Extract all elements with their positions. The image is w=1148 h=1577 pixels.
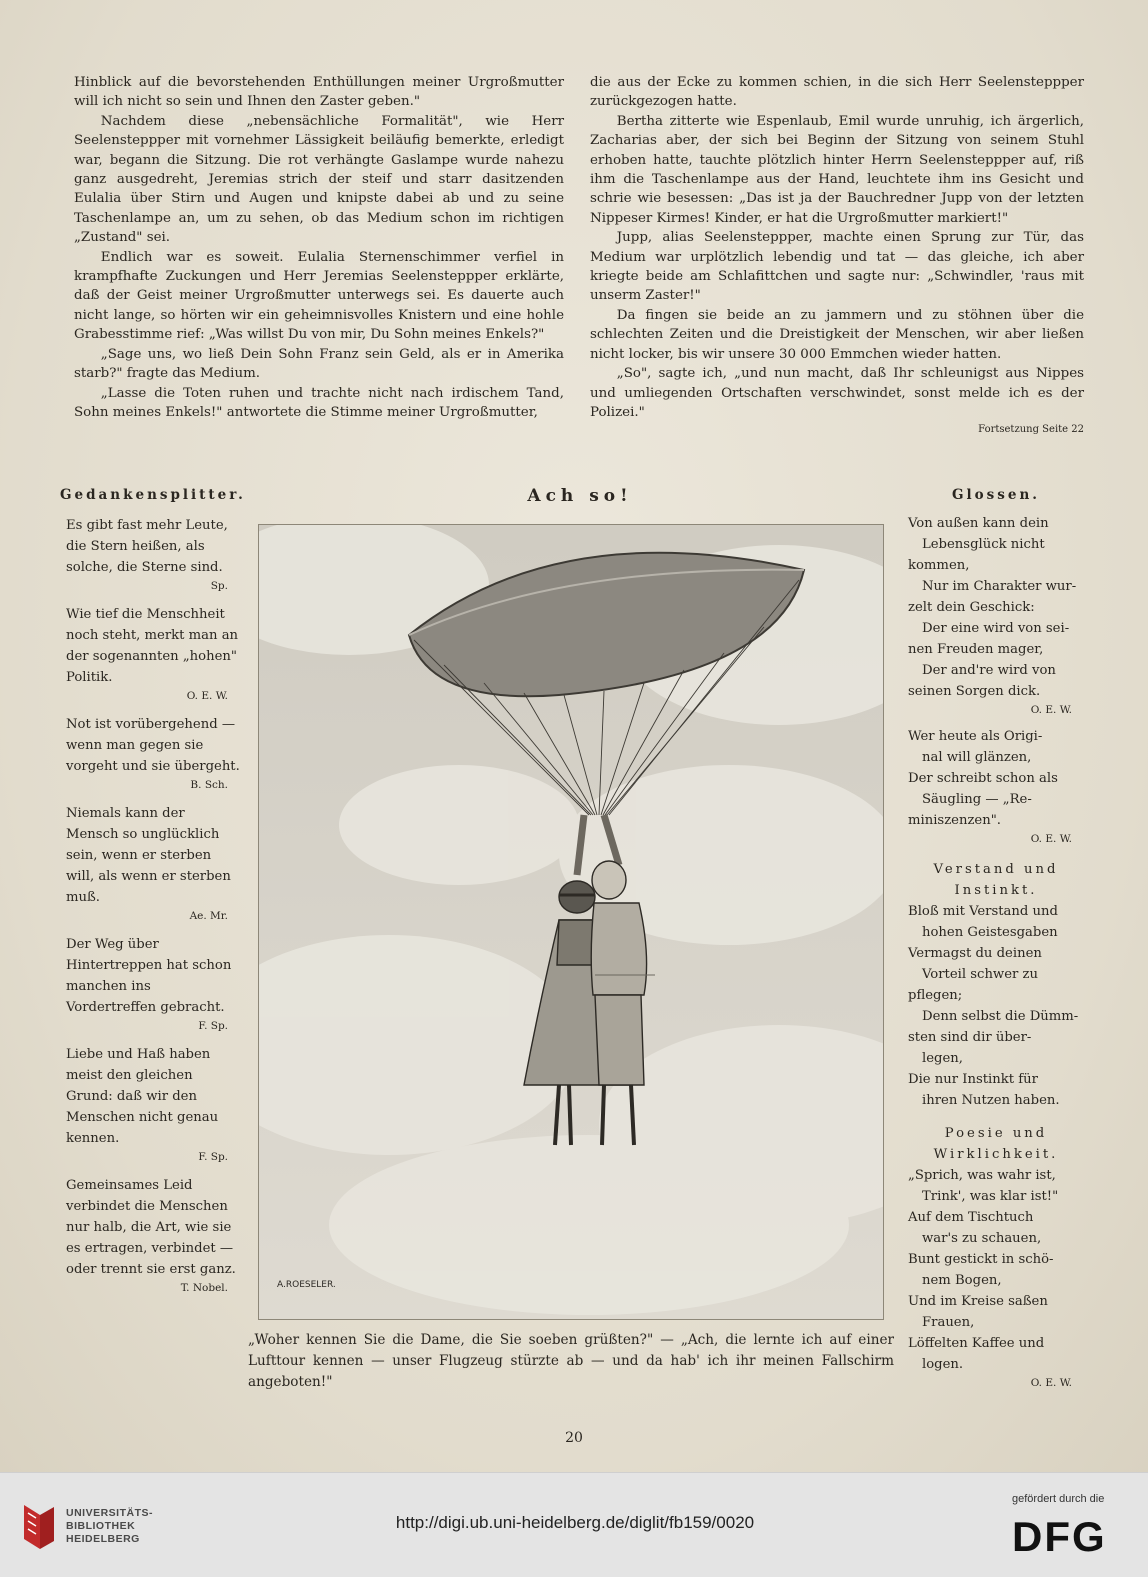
funded-by-label: gefördert durch die: [1012, 1493, 1105, 1505]
aphorism-entry: [60, 714, 240, 793]
poem-line: miniszenzen".: [908, 813, 1001, 828]
continuation-note: Fortsetzung Seite 22: [978, 424, 1084, 436]
poem-line: ihren Nutzen haben.: [922, 1093, 1060, 1108]
aphorism-text: Es gibt fast mehr Leute, die Stern heißen, als solche, die Sterne sind.: [66, 518, 228, 575]
poem-line: Der eine wird von sei-: [922, 621, 1070, 636]
poem-signature: O. E. W.: [1030, 833, 1072, 845]
aphorism-signature: B. Sch.: [190, 779, 228, 791]
poem-line: Und im Kreise saßen: [908, 1294, 1048, 1309]
aphorism-signature: T. Nobel.: [180, 1282, 228, 1294]
cartoon-illustration: [258, 524, 884, 1320]
glosse-heading: Verstand und Instinkt.: [933, 862, 1059, 898]
dfg-logo-icon: [1012, 1513, 1122, 1555]
aphorism-text: Niemals kann der Mensch so unglücklich sein, wenn er sterben will, als wenn er sterben muß.: [66, 806, 231, 905]
cartoon-caption: „Woher kennen Sie die Dame, die Sie soeben grüßten?" — „Ach, die lernte ich auf einer Lufttour kennen — unser Flugzeug stürzte ab — und da hab' ich ihr meinen Fallschirm angeboten!": [248, 1332, 894, 1390]
university-library-logo-icon: [18, 1501, 58, 1553]
poem-line: Frauen,: [922, 1315, 975, 1330]
artist-signature: A.ROESELER.: [277, 1280, 336, 1290]
poem-line: Der schreibt schon als: [908, 771, 1058, 786]
story-paragraph: Hinblick auf die bevorstehenden Enthüllungen meiner Urgroßmutter will ich nicht so sein und Ihnen den Zaster geben.": [74, 75, 564, 110]
poem-line: nal will glänzen,: [922, 750, 1032, 765]
aphorism-signature: Ae. Mr.: [189, 910, 228, 922]
poem-line: sten sind dir über-: [908, 1030, 1032, 1045]
aphorism-entry: [60, 1175, 240, 1296]
story-paragraph: „Lasse die Toten ruhen und trachte nicht nach irdischem Tand, Sohn meines Enkels!" antwortete die Stimme meiner Urgroßmutter,: [74, 385, 564, 420]
svg-text:DFG: DFG: [1012, 1513, 1107, 1555]
poem-line: kommen,: [908, 558, 970, 573]
poem-line: Die nur Instinkt für: [908, 1072, 1038, 1087]
poem-line: logen.: [922, 1357, 964, 1372]
poem-line: legen,: [922, 1051, 963, 1066]
poem-line: zelt dein Geschick:: [908, 600, 1035, 615]
story-paragraph: Jupp, alias Seelensteppper, machte einen Sprung zur Tür, das Medium war urplötzlich lebendig und tat — das gleiche, ich aber kriegte beide am Schlafittchen und sagte nur: „Schwindler, 'raus mit unserm Zaster!": [590, 230, 1084, 304]
story-column-right: [590, 73, 1084, 440]
poem-line: pflegen;: [908, 988, 963, 1003]
poem-line: Der and're wird von: [922, 663, 1056, 678]
poem-line: Auf dem Tischtuch: [908, 1210, 1034, 1225]
university-library-name: UNIVERSITÄTS- BIBLIOTHEK HEIDELBERG: [66, 1507, 154, 1545]
story-paragraph: Da fingen sie beide an zu jammern und zu stöhnen über die schlechten Zeiten und die Dreistigkeit der Menschen, wir aber ließen nicht locker, bis wir unsere 30 000 Emmchen wieder hatten.: [590, 307, 1084, 362]
aphorism-entry: [60, 515, 240, 594]
poem-line: nem Bogen,: [922, 1273, 1002, 1288]
poem-line: seinen Sorgen dick.: [908, 684, 1041, 699]
poem-line: Lebensglück nicht: [922, 537, 1045, 552]
glossen-title: Glossen.: [952, 487, 1040, 503]
poem-line: Denn selbst die Dümm-: [922, 1009, 1079, 1024]
aphorism-entry: [60, 934, 240, 1034]
story-paragraph: „Sage uns, wo ließ Dein Sohn Franz sein Geld, als er in Amerika starb?" fragte das Medium.: [74, 346, 564, 382]
aphorism-text: Gemeinsames Leid verbindet die Menschen nur halb, die Art, wie sie es ertragen, verbindet — oder trennt sie erst ganz.: [66, 1178, 236, 1277]
poem-line: Vorteil schwer zu: [922, 967, 1038, 982]
aphorism-text: Liebe und Haß haben meist den gleichen Grund: daß wir den Menschen nicht genau kennen.: [66, 1047, 219, 1146]
glosse-poem: [908, 859, 1084, 1111]
poem-line: Bunt gestickt in schö-: [908, 1252, 1054, 1267]
aphorism-signature: F. Sp.: [198, 1151, 228, 1163]
poem-line: Trink', was klar ist!": [922, 1189, 1059, 1204]
story-paragraph: die aus der Ecke zu kommen schien, in die sich Herr Seelensteppper zurückgezogen hatte.: [590, 75, 1084, 110]
poem-signature: O. E. W.: [1030, 1377, 1072, 1389]
aphorism-entry: [60, 1044, 240, 1165]
gedankensplitter-title: Gedankensplitter.: [60, 487, 246, 503]
poem-line: nen Freuden mager,: [908, 642, 1044, 657]
glossen-column: [908, 486, 1084, 1391]
poem-signature: O. E. W.: [1030, 704, 1072, 716]
glosse-poem: [908, 726, 1084, 847]
page-number: 20: [565, 1430, 583, 1446]
story-paragraph: Nachdem diese „nebensächliche Formalität", wie Herr Seelensteppper mit vornehmer Lässigkeit beiläufig bemerkte, erledigt war, begann die Sitzung. Die rot verhängte Gaslampe wurde nahezu ganz ausgedreht, Jeremias strich der steif und starr dasitzenden Eulalia über Stirn und Augen und knipste dabei ab und zu seine Taschenlampe an, um zu sehen, ob das Medium schon im richtigen „Zustand" sei.: [74, 113, 564, 246]
gedankensplitter-column: [60, 486, 246, 1296]
poem-line: Von außen kann dein: [908, 516, 1049, 531]
aphorism-text: Der Weg über Hintertreppen hat schon manchen ins Vordertreffen gebracht.: [66, 937, 232, 1015]
poem-line: Vermagst du deinen: [908, 946, 1042, 961]
poem-line: Bloß mit Verstand und: [908, 904, 1058, 919]
glosse-poem: [908, 1123, 1084, 1391]
poem-line: „Sprich, was wahr ist,: [908, 1168, 1056, 1183]
poem-line: Nur im Charakter wur-: [922, 579, 1077, 594]
story-paragraph: „So", sagte ich, „und nun macht, daß Ihr schleunigst aus Nippes und umliegenden Ortschaften verschwindet, sonst melde ich es der Polizei.": [590, 366, 1084, 420]
poem-line: Säugling — „Re-: [922, 792, 1032, 807]
source-url-link[interactable]: http://digi.ub.uni-heidelberg.de/diglit/fb159/0020: [395, 1513, 755, 1532]
glosse-heading: Poesie und Wirklichkeit.: [933, 1126, 1059, 1162]
aphorism-entry: [60, 803, 240, 924]
aphorism-signature: Sp.: [210, 580, 228, 592]
aphorism-text: Not ist vorübergehend — wenn man gegen sie vorgeht und sie übergeht.: [66, 717, 240, 774]
aphorism-entry: [60, 604, 240, 704]
aphorism-signature: O. E. W.: [186, 690, 228, 702]
glosse-poem: [908, 513, 1084, 718]
poem-line: Wer heute als Origi-: [908, 729, 1043, 744]
poem-line: hohen Geistesgaben: [922, 925, 1058, 940]
digitization-footer: [0, 1472, 1148, 1577]
story-column-left: [74, 73, 564, 422]
poem-line: war's zu schauen,: [922, 1231, 1042, 1246]
poem-line: Löffelten Kaffee und: [908, 1336, 1045, 1351]
aphorism-signature: F. Sp.: [198, 1020, 228, 1032]
story-paragraph: Bertha zitterte wie Espenlaub, Emil wurde unruhig, ich ärgerlich, Zacharias aber, der sich bei Beginn der Sitzung von seinem Stuhl erhoben hatte, tauchte plötzlich hinter Herrn Seelensteppper auf, riß ihm die Taschenlampe aus der Hand, leuchtete ihm ins Gesicht und schrie wie besessen: „Das ist ja der Bauchredner Jupp von der letzten Nippeser Kirmes! Kinder, er hat die Urgroßmutter markiert!": [590, 113, 1084, 226]
aphorism-text: Wie tief die Menschheit noch steht, merkt man an der sogenannten „hohen" Politik.: [66, 607, 239, 685]
story-paragraph: Endlich war es soweit. Eulalia Sternenschimmer verfiel in krampfhafte Zuckungen und Herr Jeremias Seelensteppper erklärte, daß der Geist meiner Urgroßmutter unterwegs sei. Es dauerte auch nicht lange, so hörten wir ein geheimnisvolles Knistern und eine hohle Grabesstimme rief: „Was willst Du von mir, Du Sohn meines Enkels?": [74, 249, 564, 343]
cartoon-title: Ach so!: [527, 486, 633, 506]
